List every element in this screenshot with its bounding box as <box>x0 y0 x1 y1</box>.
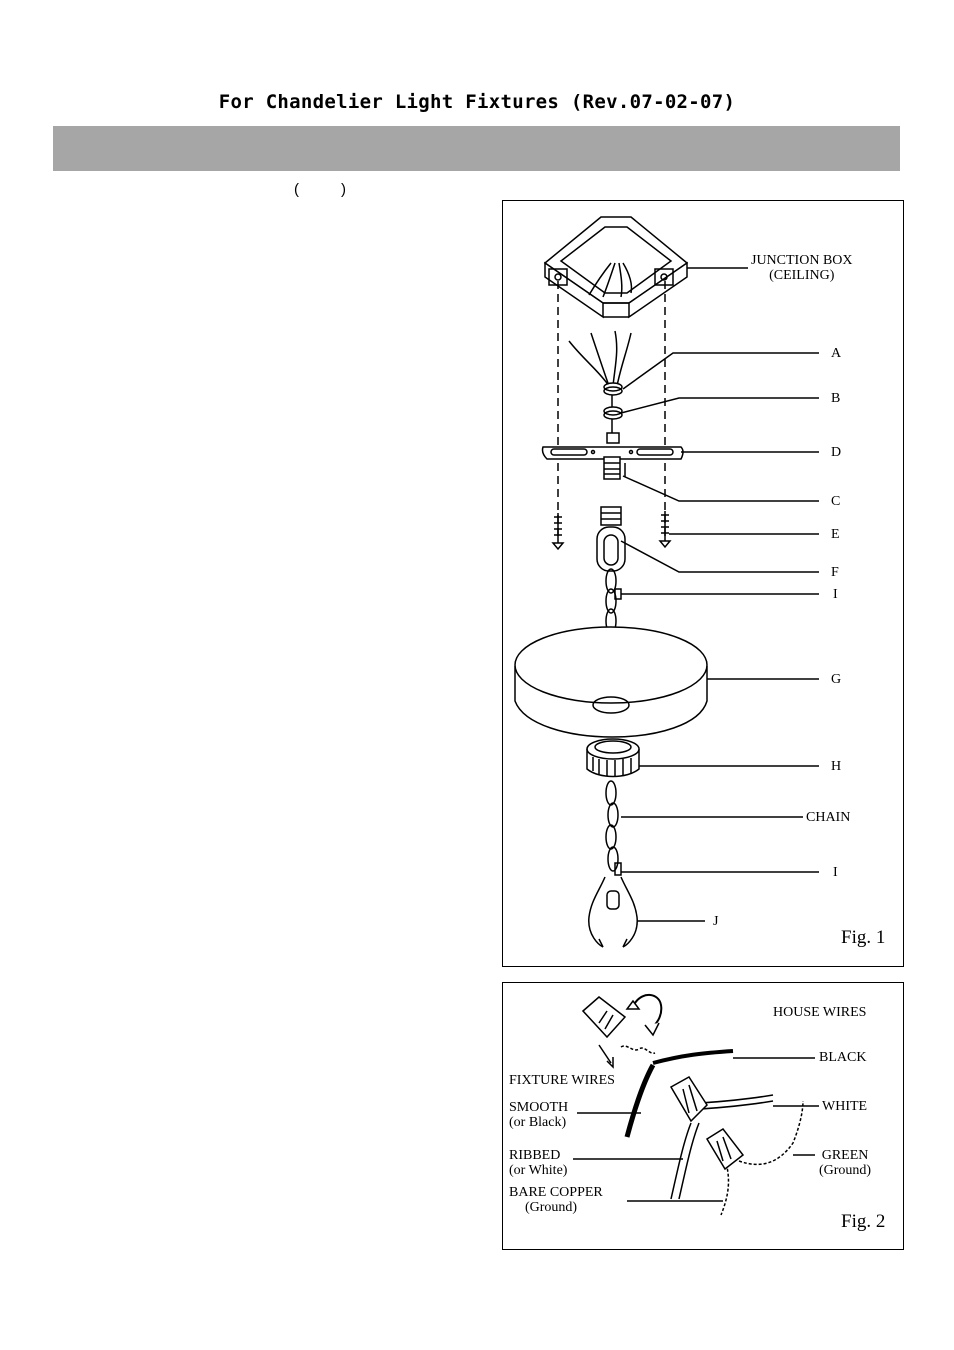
screw-right <box>660 511 670 547</box>
fig1-drawing <box>503 201 905 968</box>
fig1-caption: Fig. 1 <box>841 927 886 948</box>
wire-nut-top <box>583 997 625 1037</box>
ceiling-text: (CEILING) <box>769 268 835 283</box>
paren-close: ) <box>341 181 346 198</box>
ground-copper-text: (Ground) <box>525 1200 578 1215</box>
fig2-caption: Fig. 2 <box>841 1211 886 1232</box>
label-house-wires: HOUSE WIRES <box>773 1005 867 1020</box>
screw-left <box>553 513 563 549</box>
or-white-text: (or White) <box>509 1163 568 1178</box>
wire-nut-middle <box>671 1077 707 1121</box>
label-j: J <box>713 914 719 929</box>
label-chain: CHAIN <box>806 810 851 825</box>
label-fixture-wires: FIXTURE WIRES <box>509 1073 615 1088</box>
label-b: B <box>831 391 841 406</box>
label-f: F <box>831 565 839 580</box>
ribbed-text: RIBBED <box>509 1148 561 1163</box>
label-smooth <box>509 1100 568 1130</box>
canopy-illustration <box>515 627 707 737</box>
label-h: H <box>831 759 842 774</box>
label-c: C <box>831 494 841 509</box>
label-i-bottom: I <box>833 865 838 880</box>
or-black-text: (or Black) <box>509 1115 567 1130</box>
label-d: D <box>831 445 842 460</box>
label-bare-copper <box>509 1185 603 1215</box>
ground-green-text: (Ground) <box>819 1163 872 1178</box>
label-ribbed <box>509 1148 567 1178</box>
label-a: A <box>831 346 842 361</box>
label-green <box>819 1148 871 1178</box>
bare-copper-text: BARE COPPER <box>509 1185 603 1200</box>
paren-open: ( <box>294 181 299 198</box>
figure-1-installation-diagram <box>502 200 904 967</box>
page-title: For Chandelier Light Fixtures (Rev.07-02-07) <box>218 91 736 113</box>
junction-box-text: JUNCTION BOX <box>751 253 853 268</box>
green-text: GREEN <box>821 1148 869 1163</box>
junction-box-label <box>751 253 853 283</box>
label-i-top: I <box>833 587 838 602</box>
label-black: BLACK <box>819 1050 867 1065</box>
wire-nut-bottom <box>707 1129 743 1169</box>
smooth-text: SMOOTH <box>509 1100 569 1115</box>
section-header-bar <box>53 126 900 171</box>
label-white: WHITE <box>822 1099 868 1114</box>
empty-parentheses <box>294 181 346 198</box>
label-g: G <box>831 672 842 687</box>
label-e: E <box>831 527 840 542</box>
figure-2-wiring-diagram <box>502 982 904 1250</box>
